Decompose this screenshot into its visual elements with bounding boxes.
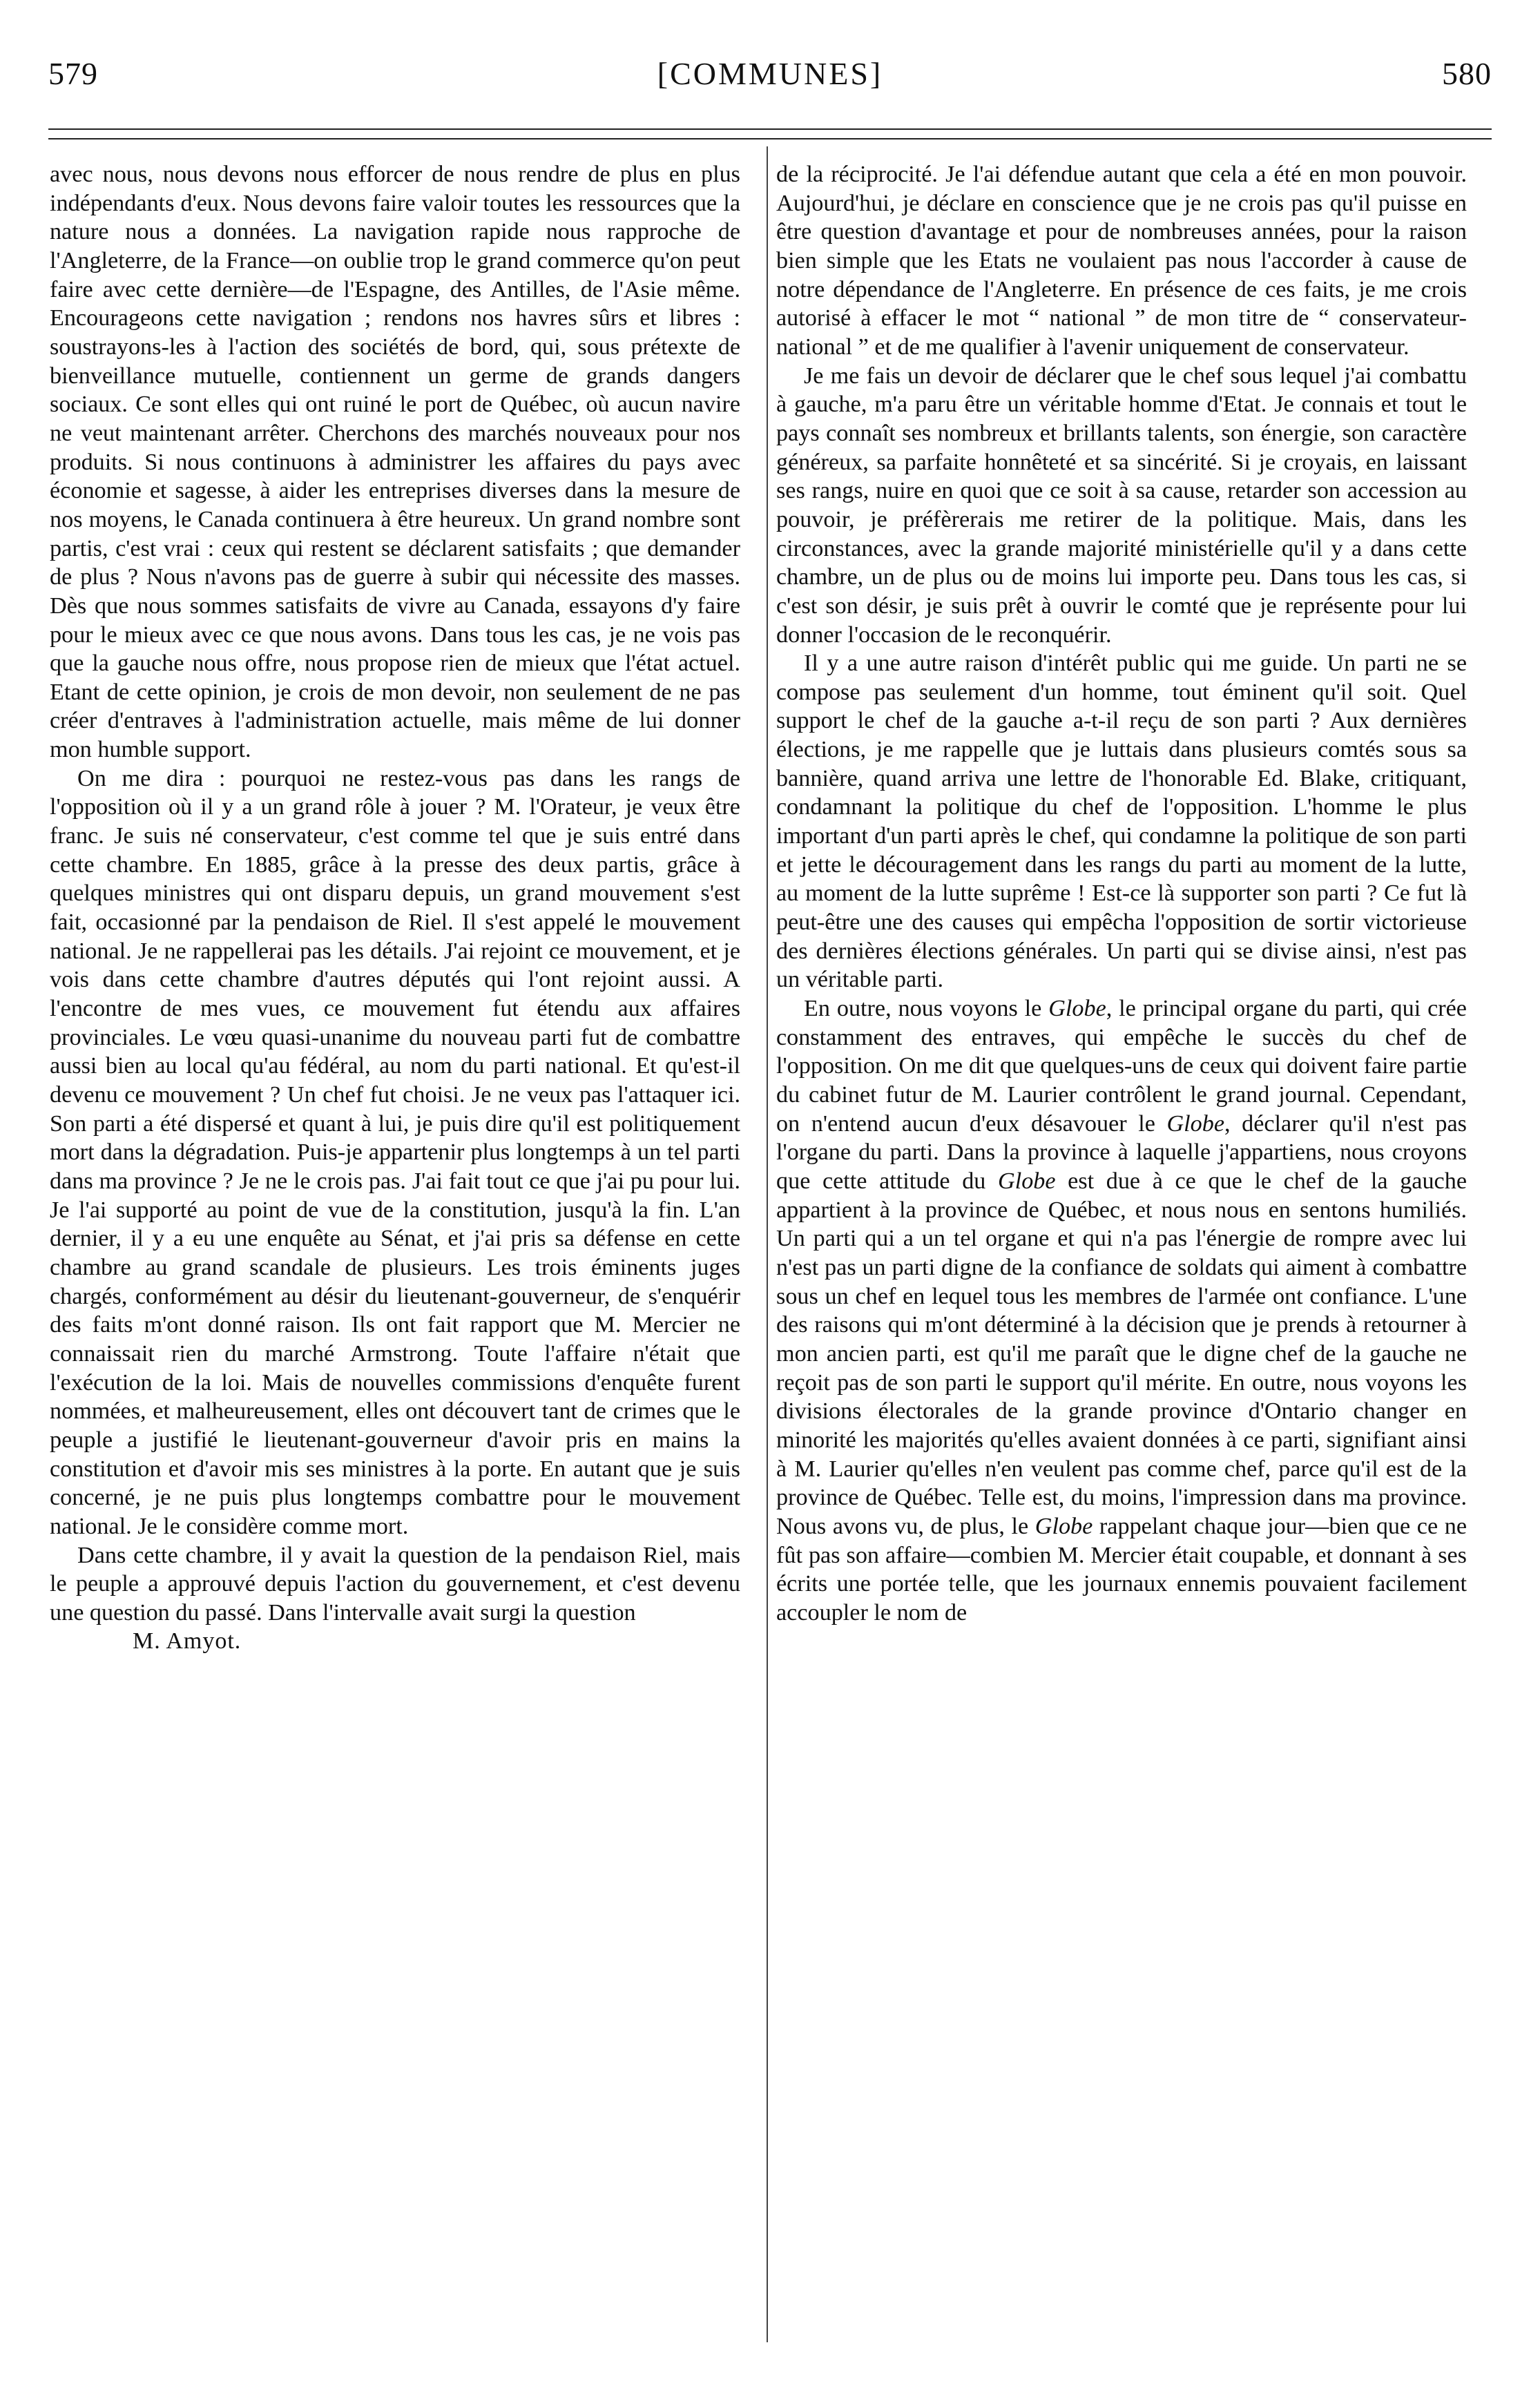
- globe-title-4: Globe: [1034, 1513, 1093, 1539]
- left-paragraph-1: avec nous, nous devons nous efforcer de nous rendre de plus en plus indépendants d'eux. Nous devons faire valoir toutes les ressources que la nature nous a données. La navigation rapide nous rapproche de l'Angleterre, de la France—on oublie trop le grand commerce qu'on peut faire avec cette dernière—de l'Espagne, des Antilles, de l'Asie même. Encourageons cette navigation ; rendons nos havres sûrs et libres : soustrayons-les à l'action des sociétés de bord, qui, sous prétexte de bienveillance mutuelle, contiennent un germe de grands dangers sociaux. Ce sont elles qui ont ruiné le port de Québec, où aucun navire ne veut maintenant arrêter. Cherchons des marchés nouveaux pour nos produits. Si nous continuons à administrer les affaires du pays avec économie et sagesse, à aider les entreprises diverses dans la mesure de nos moyens, le Canada continuera à être heureux. Un grand nombre sont partis, c'est vrai : ceux qui restent se déclarent satisfaits ; que demander de plus ? Nous n'avons pas de guerre à subir qui nécessite des masses. Dès que nous sommes satisfaits de vivre au Canada, essayons d'y faire pour le mieux avec ce que nous avons. Dans tous les cas, je ne vois pas que la gauche nous offre, nous propose rien de mieux que l'état actuel. Etant de cette opinion, je crois de mon devoir, non seulement de ne pas créer d'entraves à l'administration actuelle, mais même de lui donner mon humble support.: [50, 162, 740, 763]
- left-paragraph-2: On me dira : pourquoi ne restez-vous pas dans les rangs de l'opposition où il y a un grand rôle à jouer ? M. l'Orateur, je veux être franc. Je suis né conservateur, c'est comme tel que je suis entré dans cette chambre. En 1885, grâce à la presse des deux partis, grâce à quelques ministres qui ont disparu depuis, un grand mouvement s'est fait, occasionné par la pendaison de Riel. Il s'est appelé le mouvement national. Je ne rappellerai pas les détails. J'ai rejoint ce mouvement, et je vois dans cette chambre d'autres députés qui l'ont rejoint aussi. A l'encontre de mes vues, ce mouvement fut étendu aux affaires provinciales. Le vœu quasi-unanime du nouveau parti fut de combattre aussi bien au local qu'au fédéral, au nom du parti national. Et qu'est-il devenu ce mouvement ? Un chef fut choisi. Je ne veux pas l'attaquer ici. Son parti a été dispersé et quant à lui, je puis dire qu'il est politiquement mort dans la dégradation. Puis-je appartenir plus longtemps à un tel parti dans ma province ? Je ne le crois pas. J'ai fait tout ce que j'ai pu pour lui. Je l'ai supporté au point de vue de la constitution, jusqu'à la fin. L'an dernier, il y a eu une enquête au Sénat, et j'ai pris sa défense en cette chambre au grand scandale de plusieurs. Les trois éminents juges chargés, conformément au désir du lieutenant-gouverneur, de s'enquérir des faits m'ont donné raison. Ils ont fait rapport que M. Mercier ne connaissait rien du marché Armstrong. Toute l'affaire n'était que l'exécution de la loi. Mais de nouvelles commissions d'enquête furent nommées, et malheureusement, elles ont découvert tant de crimes que le peuple a justifié le lieutenant-gouverneur d'avoir pris en mains la constitution et d'avoir mis ses ministres à la porte. En autant que je suis concerné, je ne puis plus longtemps combattre pour le mouvement national. Je le considère comme mort.: [50, 765, 740, 1539]
- page-number-right: 580: [1442, 56, 1492, 91]
- globe-title-1: Globe: [1048, 996, 1106, 1022]
- left-column: [50, 160, 740, 1656]
- right-paragraph-4: [776, 994, 1467, 1627]
- p4-text-d: est due à ce que le chef de la gauche appartient à la province de Québec, et nous nous en sentons humiliés. Un parti qui a un tel organe et qui n'a pas l'énergie de rompre avec lui n'est pas un parti digne de la confiance de soldats qui aiment à combattre sous un chef en lequel tous les membres de l'armée ont confiance. L'une des raisons qui m'ont déterminé à la décision que je prends à retourner à mon ancien parti, est qu'il me paraît que le digne chef de la gauche ne reçoit pas de son parti le support qu'il mérite. En outre, nous voyons les divisions électorales de la grande province d'Ontario changer en minorité les majorités qu'elles avaient données à ce parti, signifiant ainsi à M. Laurier qu'elles n'en veulent pas comme chef, parce qu'il est de la province de Québec. Telle est, du moins, l'impression dans ma province. Nous avons vu, de plus, le: [776, 1168, 1467, 1539]
- column-divider: [767, 146, 768, 2342]
- p4-text-e: rappelant chaque jour—bien que ce ne fût pas son affaire—combien M. Mercier était coupable, et donnant à ses écrits une portée telle, que les journaux ennemis pouvaient facilement accoupler le nom de: [776, 1513, 1467, 1626]
- right-column: [776, 160, 1467, 1627]
- globe-title-3: Globe: [998, 1168, 1056, 1194]
- right-paragraph-3: Il y a une autre raison d'intérêt public qui me guide. Un parti ne se compose pas seulement d'un homme, tout éminent qu'il soit. Quel support le chef de la gauche a-t-il reçu de son parti ? Aux dernières élections, je me rappelle que je luttais dans plusieurs comtés sous sa bannière, quand arriva une lettre de l'honorable Ed. Blake, critiquant, condamnant la politique du chef de l'opposition. L'homme le plus important d'un parti après le chef, qui condamne la politique de son parti et jette le découragement dans les rangs du parti au moment de la lutte, au moment de la lutte suprême ! Est-ce là supporter son parti ? Ce fut là peut-être une des causes qui empêcha l'opposition de sortir victorieuse des dernières élections générales. Un parti qui se divise ainsi, n'est pas un véritable parti.: [776, 650, 1467, 993]
- globe-title-2: Globe: [1166, 1110, 1224, 1137]
- right-paragraph-1: de la réciprocité. Je l'ai défendue autant que cela a été en mon pouvoir. Aujourd'hui, je déclare en conscience que je ne crois pas qu'il puisse en être question d'avantage et pour de nombreuses années, pour la raison bien simple que les Etats ne voulaient pas nous l'accorder à cause de notre dépendance de l'Angleterre. En présence de ces faits, je me crois autorisé à effacer le mot “ national ” de mon titre de “ conservateur-national ” et de me qualifier à l'avenir uniquement de conservateur.: [776, 162, 1467, 360]
- header-rule-bottom: [48, 138, 1492, 139]
- page-number-left: 579: [48, 56, 98, 91]
- header-rule-top: [48, 128, 1492, 130]
- page-header: [48, 48, 1492, 104]
- left-paragraph-3: Dans cette chambre, il y avait la question de la pendaison Riel, mais le peuple a approuvé depuis l'action du gouvernement, et c'est devenu une question du passé. Dans l'intervalle avait surgi la question: [50, 1542, 740, 1626]
- p4-text-b: , le principal organe du parti, qui crée constamment des entraves, qui empêche le succès du chef de l'opposition. On me dit que quelques-uns de ceux qui doivent faire partie du cabinet futur de M. Laurier contrôlent le grand journal. Cependant, on n'entend aucun d'eux désavouer le: [776, 996, 1467, 1137]
- right-paragraph-2: Je me fais un devoir de déclarer que le chef sous lequel j'ai combattu à gauche, m'a paru être un véritable homme d'Etat. Je connais et tout le pays connaît ses nombreux et brillants talents, son énergie, son caractère généreux, sa parfaite honnêteté et sa sincérité. Si je croyais, en laissant ses rangs, nuire en quoi que ce soit à sa cause, retarder son accession au pouvoir, je préfèrerais me retirer de la politique. Mais, dans les circonstances, avec la grande majorité ministérielle qu'il y a dans cette chambre, un de plus ou de moins lui importe peu. Dans tous les cas, si c'est son désir, je suis prêt à ouvrir le comté que je représente pour lui donner l'occasion de le reconquérir.: [776, 363, 1467, 648]
- speaker-footer: M. Amyot.: [133, 1628, 242, 1655]
- p4-text-a: En outre, nous voyons le: [804, 996, 1049, 1022]
- running-title: [COMMUNES]: [657, 56, 883, 91]
- p4-text-c: , déclarer qu'il n'est pas l'organe du parti. Dans la province à laquelle j'appartiens, nous croyons que cette attitude du: [776, 1110, 1467, 1194]
